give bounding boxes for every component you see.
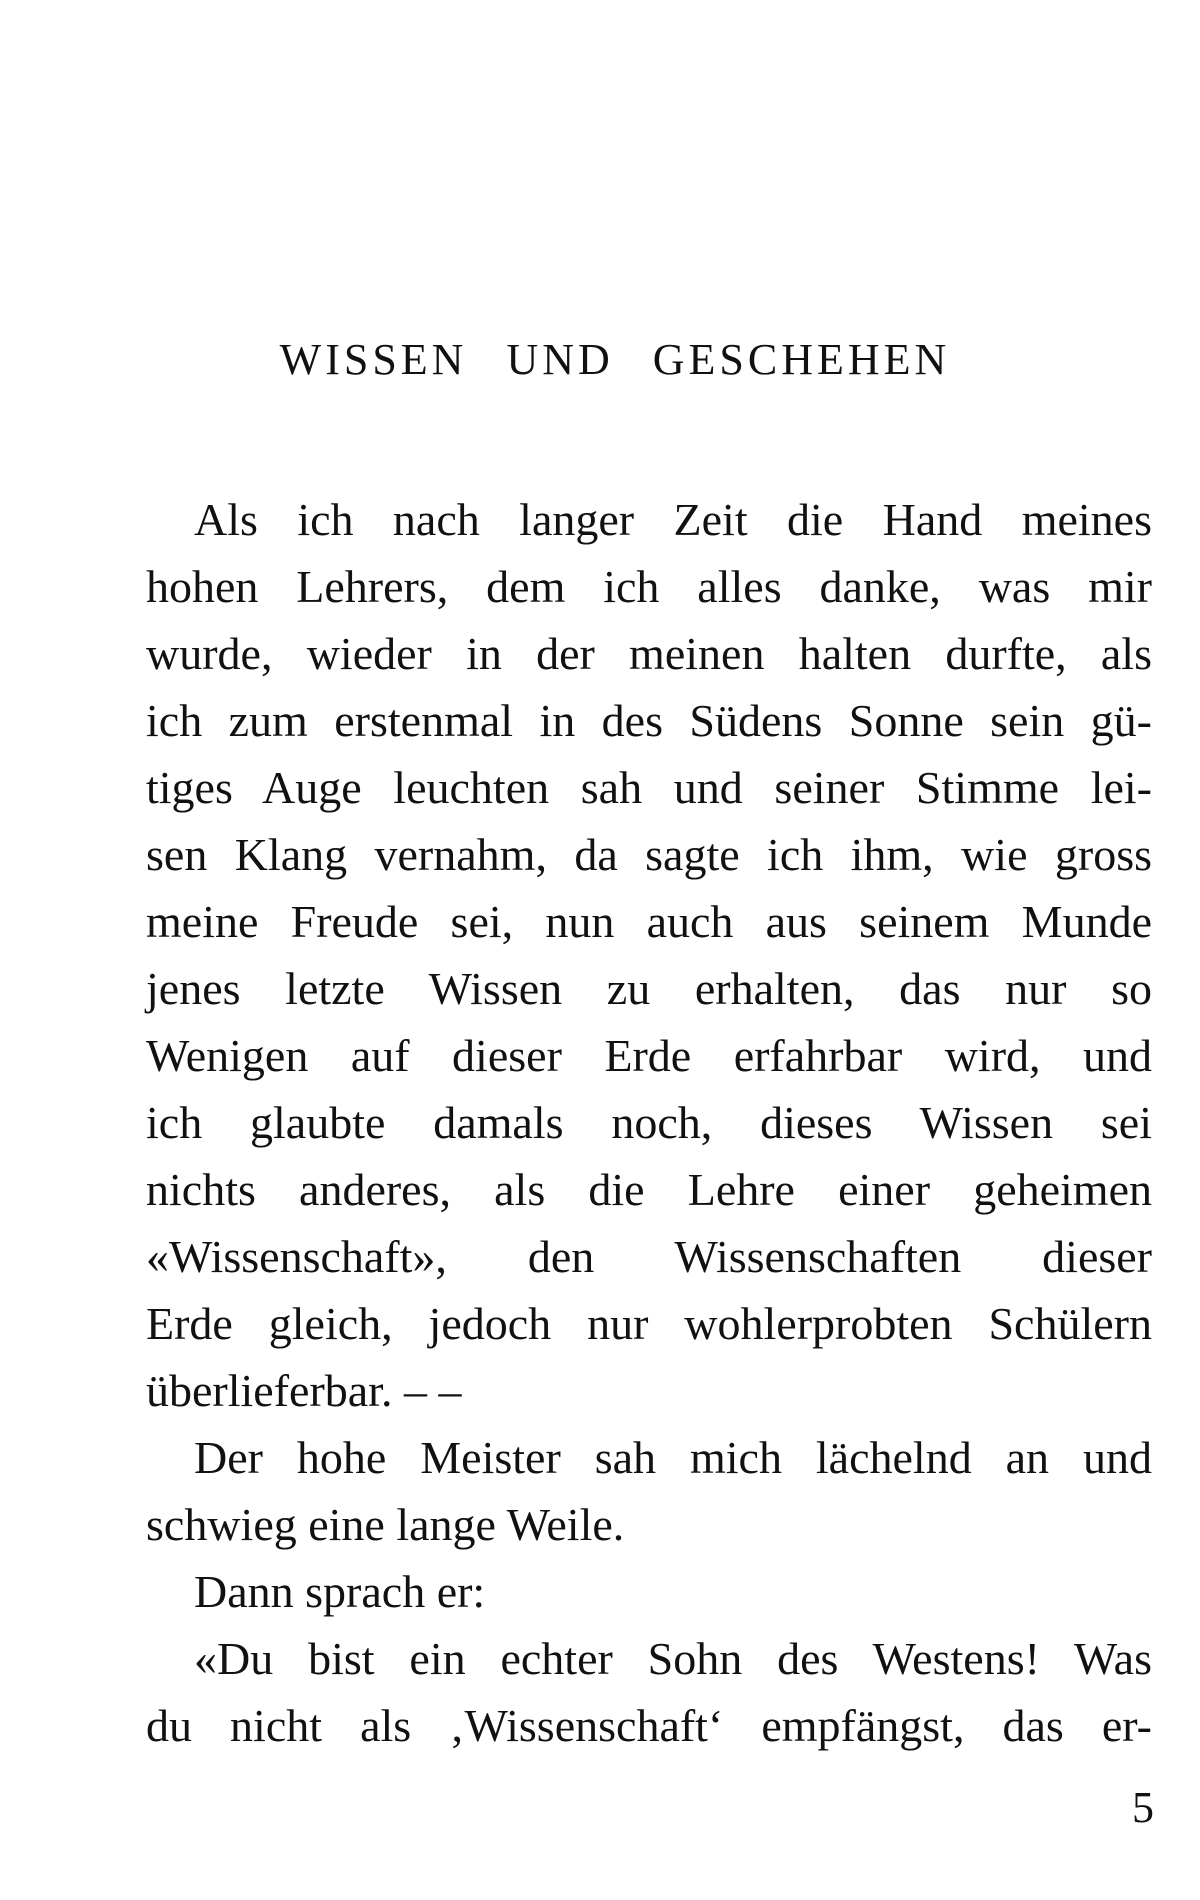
text-line: tiges Auge leuchten sah und seiner Stimme lei-: [146, 762, 1152, 813]
body-text: [146, 486, 1152, 1759]
text-line: jenes letzte Wissen zu erhalten, das nur so: [146, 963, 1152, 1014]
text-line: meine Freude sei, nun auch aus seinem Munde: [146, 896, 1152, 947]
page-number: 5: [1132, 1783, 1154, 1832]
text-line: «Wissenschaft», den Wissenschaften dieser: [146, 1231, 1152, 1282]
text-line: Wenigen auf dieser Erde erfahrbar wird, und: [146, 1030, 1152, 1081]
text-line: Dann sprach er:: [194, 1566, 486, 1617]
text-line: Als ich nach langer Zeit die Hand meines: [194, 494, 1152, 545]
text-line: wurde, wieder in der meinen halten durfte, als: [146, 628, 1152, 679]
text-line: «Du bist ein echter Sohn des Westens! Was: [194, 1633, 1152, 1684]
text-line: Der hohe Meister sah mich lächelnd an und: [194, 1432, 1152, 1483]
text-line: Erde gleich, jedoch nur wohlerprobten Schülern: [146, 1298, 1152, 1349]
text-line: ich zum erstenmal in des Südens Sonne sein gü-: [146, 695, 1152, 746]
text-line: du nicht als ‚Wissenschaft‘ empfängst, das er-: [146, 1700, 1152, 1751]
text-line: nichts anderes, als die Lehre einer geheimen: [146, 1164, 1152, 1215]
text-line: hohen Lehrers, dem ich alles danke, was mir: [146, 561, 1152, 612]
text-line: ich glaubte damals noch, dieses Wissen sei: [146, 1097, 1152, 1148]
text-line: überlieferbar. – –: [146, 1365, 462, 1416]
text-line: schwieg eine lange Weile.: [146, 1499, 625, 1550]
chapter-title: WISSEN UND GESCHEHEN: [279, 335, 951, 384]
text-line: sen Klang vernahm, da sagte ich ihm, wie gross: [146, 829, 1152, 880]
